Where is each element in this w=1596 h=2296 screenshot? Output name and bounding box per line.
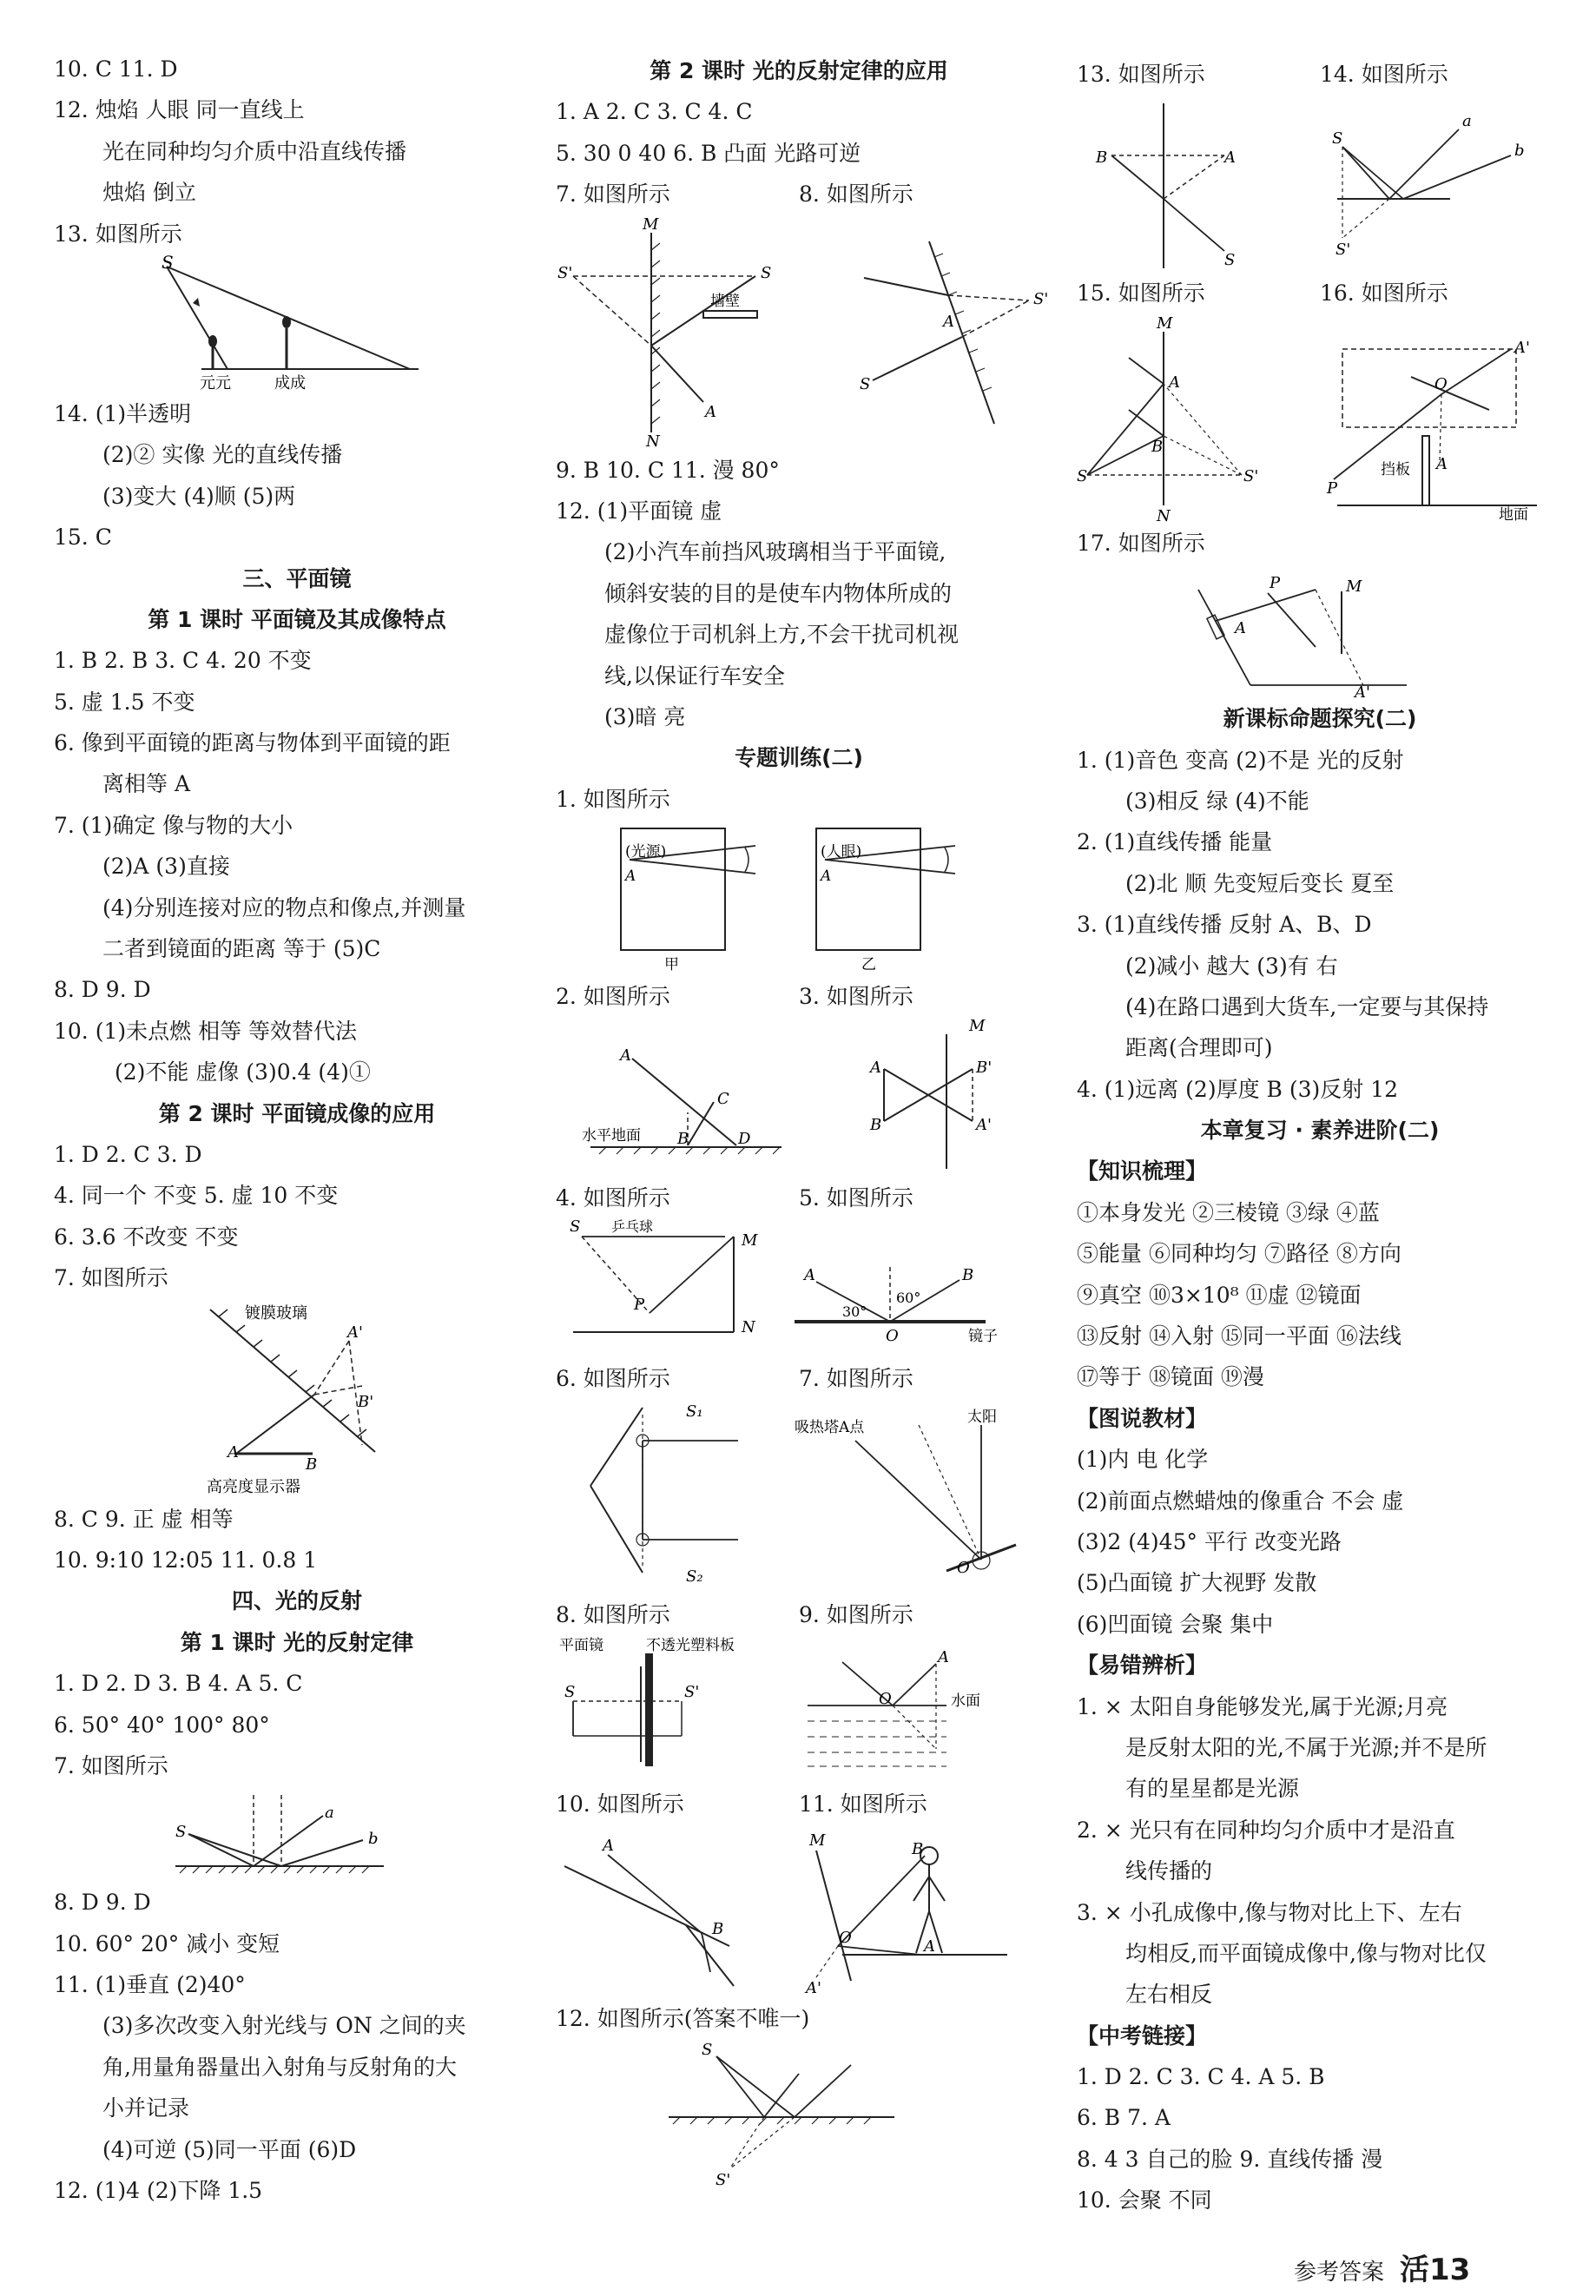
text-line: 1. (1)音色 变高 (2)不是 光的反射 <box>1077 747 1404 773</box>
text-line: 10. 会聚 不同 <box>1077 2187 1212 2214</box>
point-label: D <box>738 1130 751 1149</box>
section-heading: 本章复习 · 素养进阶(二) <box>1200 1118 1440 1144</box>
point-label: A <box>603 1837 614 1856</box>
text-line: 4. 同一个 不变 5. 虚 10 不变 <box>54 1183 339 1209</box>
point-label: B <box>1096 148 1108 168</box>
point-label: A <box>870 1059 881 1078</box>
text-line: 7. 如图所示 <box>54 1752 168 1778</box>
text-line: 3. (1)直线传播 反射 A、B、D <box>1077 912 1372 938</box>
text-line: (6)凹面镜 会聚 集中 <box>1077 1611 1274 1637</box>
text-line: 12. (1)4 (2)下降 1.5 <box>54 2178 263 2204</box>
text-line: (3)相反 绿 (4)不能 <box>1125 788 1309 814</box>
text-line: 5. 虚 1.5 不变 <box>54 689 195 715</box>
point-label: B <box>306 1455 318 1474</box>
point-label: B <box>962 1265 974 1284</box>
text-line: (3)多次改变入射光线与 ON 之间的夹 <box>102 2013 466 2039</box>
point-label: S' <box>716 2171 731 2190</box>
point-label: S₁ <box>686 1402 703 1422</box>
point-label: P <box>1270 574 1281 593</box>
point-label: P <box>1327 478 1338 498</box>
point-label: A <box>1224 148 1236 168</box>
text-line: 10. C 11. D <box>54 56 178 82</box>
text-line: 1. 如图所示 <box>556 786 670 812</box>
column-1 <box>54 49 540 2211</box>
point-label: S' <box>1033 289 1049 308</box>
text-line: 3. 如图所示 <box>799 984 913 1010</box>
point-label: S <box>570 1217 581 1236</box>
figures-6-7 <box>556 1399 1042 1594</box>
section-heading: 四、光的反射 <box>231 1588 362 1614</box>
point-label: B' <box>976 1059 993 1078</box>
text-line: 10. 9:10 12:05 11. 0.8 1 <box>54 1547 318 1573</box>
point-label: B' <box>358 1392 374 1411</box>
text-line: ⑰等于 ⑱镜面 ⑲漫 <box>1077 1364 1264 1390</box>
point-label: M <box>809 1831 826 1851</box>
point-label: S₂ <box>686 1567 703 1587</box>
figure-caption: 乙 <box>861 956 876 974</box>
point-label: S <box>860 374 871 393</box>
figure-label: 镀膜玻璃 <box>245 1303 307 1323</box>
text-line: (4)可逆 (5)同一平面 (6)D <box>102 2136 357 2162</box>
text-line: 11. 如图所示 <box>799 1791 927 1817</box>
section-heading: 专题训练(二) <box>735 745 863 771</box>
text-line: 7. (1)确定 像与物的大小 <box>54 812 293 838</box>
point-label: A <box>1235 619 1246 638</box>
text-line: 8. D 9. D <box>54 1890 151 1916</box>
text-line: 1. B 2. B 3. C 4. 20 不变 <box>54 648 312 674</box>
section-heading: 新课标命题探究(二) <box>1223 706 1417 732</box>
text-line: 13. 如图所示 <box>54 221 182 247</box>
text-line: 1. A 2. C 3. C 4. C <box>556 99 753 125</box>
text-line: 8. D 9. D <box>54 977 151 1003</box>
point-label: O <box>886 1326 899 1345</box>
point-label: S <box>761 263 772 282</box>
point-label: A' <box>976 1116 992 1135</box>
lesson-heading: 第 2 课时 平面镜成像的应用 <box>158 1100 436 1126</box>
figure-label: 太阳 <box>967 1409 997 1427</box>
figure-label: 挡板 <box>1381 460 1410 478</box>
figure-label: 30° <box>842 1303 867 1320</box>
point-label: S <box>702 2041 713 2060</box>
figure-label: 地面 <box>1499 505 1528 524</box>
figure-label: 乒乓球 <box>611 1217 654 1235</box>
text-line: (3)暗 亮 <box>604 703 686 729</box>
lesson-heading: 第 2 课时 光的反射定律的应用 <box>650 58 948 83</box>
text-line: 3. × 小孔成像中,像与物对比上下、左右 <box>1077 1899 1462 1925</box>
point-label: B <box>870 1116 882 1135</box>
text-line: 5. 如图所示 <box>799 1185 913 1211</box>
figures-7-8 <box>556 214 1049 451</box>
text-line: (4)分别连接对应的物点和像点,并测量 <box>102 894 466 920</box>
figure-label: 水平地面 <box>582 1127 641 1145</box>
point-label: M <box>742 1230 758 1250</box>
figure-17 <box>1077 564 1563 703</box>
figure-label: 成成 <box>274 373 306 393</box>
point-label: S' <box>557 263 573 282</box>
figures-15-16 <box>1077 314 1563 523</box>
figure-7-reflection <box>54 1786 540 1882</box>
footer-label: 参考答案 <box>1294 2260 1385 2286</box>
page-footer <box>1294 2246 1470 2288</box>
point-label: N <box>742 1317 755 1336</box>
point-label: O <box>839 1929 852 1948</box>
text-line: 1. D 2. C 3. D <box>54 1141 202 1167</box>
point-label: B <box>912 1840 924 1859</box>
point-label: A <box>620 1046 631 1066</box>
point-label: S' <box>1243 466 1259 485</box>
figure-label: 60° <box>896 1289 921 1306</box>
point-label: M <box>1346 577 1362 597</box>
text-line: 小并记录 <box>102 2095 190 2121</box>
text-line: (2)不能 虚像 (3)0.4 (4)① <box>115 1059 371 1085</box>
text-line: 14. 如图所示 <box>1320 62 1448 87</box>
point-label: S <box>1332 129 1343 148</box>
point-label: B <box>712 1920 724 1939</box>
point-label: M <box>969 1017 986 1036</box>
point-label: S <box>162 251 174 273</box>
point-label: B <box>1151 437 1164 456</box>
figure-label: (光源) <box>625 843 667 861</box>
point-label: N <box>646 432 660 451</box>
point-label: S <box>175 1823 187 1842</box>
text-line: 14. (1)半透明 <box>54 400 192 426</box>
point-label: A <box>625 868 636 886</box>
point-label: O <box>879 1689 892 1708</box>
point-label: S <box>1224 251 1236 270</box>
text-line: (1)内 电 化学 <box>1077 1447 1209 1473</box>
text-line: 12. 烛焰 人眼 同一直线上 <box>54 97 305 123</box>
text-line: 7. 如图所示 <box>556 181 670 208</box>
text-line: ⑤能量 ⑥同种均匀 ⑦路径 ⑧方向 <box>1077 1241 1401 1267</box>
text-line: 6. 50° 40° 100° 80° <box>54 1712 270 1738</box>
text-line: (2)前面点燃蜡烛的像重合 不会 虚 <box>1077 1488 1404 1514</box>
text-line: ⑨真空 ⑩3×10⁸ ⑪虚 ⑫镜面 <box>1077 1282 1362 1308</box>
text-line: 2. × 光只有在同种均匀介质中才是沿直 <box>1077 1817 1455 1843</box>
text-line: 倾斜安装的目的是使车内物体所成的 <box>604 580 953 606</box>
figure-label: 元元 <box>200 373 231 393</box>
text-line: 10. 60° 20° 减小 变短 <box>54 1930 280 1956</box>
text-line: 6. 3.6 不改变 不变 <box>54 1224 239 1250</box>
text-line: 13. 如图所示 <box>1077 62 1205 87</box>
text-line: 虚像位于司机斜上方,不会干扰司机视 <box>604 622 959 648</box>
text-line: 烛焰 倒立 <box>102 180 196 206</box>
text-line: 10. 如图所示 <box>556 1791 684 1817</box>
point-label: A' <box>806 1979 821 1998</box>
text-line: 9. 如图所示 <box>799 1602 913 1628</box>
text-line: (3)变大 (4)顺 (5)两 <box>102 483 296 509</box>
text-line: 是反射太阳的光,不属于光源;并不是所 <box>1125 1734 1487 1760</box>
point-label: A' <box>1514 338 1530 357</box>
text-line: 8. 如图所示 <box>799 181 913 208</box>
point-label: b <box>368 1830 379 1849</box>
point-label: A <box>1436 454 1448 473</box>
text-line: (2)北 顺 先变短后变长 夏至 <box>1125 870 1395 896</box>
text-line: 距离(合理即可) <box>1125 1035 1273 1061</box>
figure-label: 不透光塑料板 <box>646 1636 735 1654</box>
point-label: A <box>228 1442 239 1461</box>
text-line: (2)② 实像 光的直线传播 <box>102 442 343 468</box>
text-line: 角,用量角器量出入射角与反射角的大 <box>102 2054 457 2080</box>
point-label: A <box>943 312 954 331</box>
point-label: S <box>1077 466 1088 485</box>
point-label: M <box>1157 313 1173 333</box>
text-line: 15. C <box>54 525 112 551</box>
text-line: 9. B 10. C 11. 漫 80° <box>556 457 780 483</box>
figure-7-glass <box>54 1299 540 1499</box>
subsection-heading: 【图说教材】 <box>1077 1405 1208 1431</box>
text-line: 6. 像到平面镜的距离与物体到平面镜的距 <box>54 730 451 756</box>
text-line: 7. 如图所示 <box>54 1265 168 1291</box>
point-label: A <box>821 868 832 886</box>
text-line: 4. 如图所示 <box>556 1185 670 1211</box>
point-label: C <box>717 1090 729 1109</box>
text-line: 16. 如图所示 <box>1320 280 1448 307</box>
figures-2-3 <box>556 1017 1042 1178</box>
text-line: (2)减小 越大 (3)有 右 <box>1125 953 1338 979</box>
point-label: A <box>1169 373 1180 392</box>
lesson-heading: 第 1 课时 光的反射定律 <box>180 1629 414 1655</box>
subsection-heading: 【知识梳理】 <box>1077 1158 1208 1184</box>
point-label: a <box>1462 112 1472 131</box>
text-line: 11. (1)垂直 (2)40° <box>54 1972 246 1998</box>
figures-jia-yi <box>556 820 1042 976</box>
text-line: 8. 如图所示 <box>556 1602 670 1628</box>
text-line: ①本身发光 ②三棱镜 ③绿 ④蓝 <box>1077 1199 1380 1225</box>
text-line: 光在同种均匀介质中沿直线传播 <box>102 138 407 164</box>
page-number: 活13 <box>1400 2253 1471 2287</box>
text-line: (3)2 (4)45° 平行 改变光路 <box>1077 1528 1342 1554</box>
figures-13-14 <box>1077 95 1563 273</box>
figure-label: 墙壁 <box>710 292 740 310</box>
figure-13 <box>54 251 540 393</box>
subsection-heading: 【易错辨析】 <box>1077 1653 1208 1679</box>
figure-label: 镜子 <box>968 1327 998 1345</box>
text-line: 1. D 2. D 3. B 4. A 5. C <box>54 1671 303 1697</box>
text-line: 线传播的 <box>1125 1858 1213 1884</box>
point-label: S' <box>1335 241 1351 260</box>
figure-12 <box>556 2039 1042 2191</box>
text-line: 1. D 2. C 3. C 4. A 5. B <box>1077 2064 1325 2090</box>
figure-caption: 甲 <box>664 956 679 974</box>
text-line: 5. 30 0 40 6. B 凸面 光路可逆 <box>556 140 861 166</box>
point-label: b <box>1514 142 1525 161</box>
point-label: M <box>643 214 659 234</box>
figure-label: 平面镜 <box>559 1636 603 1654</box>
point-label: O <box>1434 374 1448 393</box>
text-line: 1. × 太阳自身能够发光,属于光源;月亮 <box>1077 1693 1448 1719</box>
section-heading: 三、平面镜 <box>242 565 352 591</box>
text-line: 7. 如图所示 <box>799 1365 913 1391</box>
text-line: 12. (1)平面镜 虚 <box>556 498 722 524</box>
point-label: A <box>804 1265 815 1284</box>
point-label: S <box>564 1682 576 1701</box>
figures-10-11 <box>556 1824 1042 1998</box>
figures-4-5 <box>556 1219 1042 1358</box>
text-line: (2)小汽车前挡风玻璃相当于平面镜, <box>604 539 946 565</box>
column-3 <box>1077 54 1563 2221</box>
text-line: 12. 如图所示(答案不唯一) <box>556 2006 810 2032</box>
text-line: 15. 如图所示 <box>1077 280 1205 307</box>
text-line: 2. 如图所示 <box>556 984 670 1010</box>
point-label: a <box>325 1804 334 1823</box>
text-line: (5)凸面镜 扩大视野 发散 <box>1077 1570 1317 1596</box>
text-line: (2)A (3)直接 <box>102 854 230 880</box>
text-line: 8. C 9. 正 虚 相等 <box>54 1506 234 1532</box>
text-line: 17. 如图所示 <box>1077 530 1205 556</box>
text-line: 6. 如图所示 <box>556 1365 670 1391</box>
text-line: 2. (1)直线传播 能量 <box>1077 829 1273 855</box>
text-line: 8. 4 3 自己的脸 9. 直线传播 漫 <box>1077 2146 1383 2172</box>
point-label: O <box>957 1559 970 1578</box>
point-label: A <box>938 1647 949 1666</box>
text-line: 线,以保证行车安全 <box>604 663 785 689</box>
point-label: A' <box>1355 683 1370 703</box>
point-label: S' <box>684 1682 700 1701</box>
text-line: 均相反,而平面镜成像中,像与物对比仅 <box>1125 1940 1487 1966</box>
point-label: B <box>677 1130 689 1149</box>
figures-8-9 <box>556 1636 1042 1784</box>
figure-label: (人眼) <box>821 843 862 861</box>
text-line: 有的星星都是光源 <box>1125 1776 1300 1802</box>
text-line: (4)在路口遇到大货车,一定要与其保持 <box>1125 993 1489 1019</box>
figure-label: 高亮度显示器 <box>207 1477 300 1496</box>
column-2 <box>556 50 1049 2191</box>
point-label: A <box>924 1937 935 1956</box>
text-line: 6. B 7. A <box>1077 2105 1171 2131</box>
point-label: A <box>705 402 716 421</box>
point-label: P <box>634 1295 645 1314</box>
text-line: ⑬反射 ⑭入射 ⑮同一平面 ⑯法线 <box>1077 1323 1401 1349</box>
text-line: 离相等 A <box>102 771 191 797</box>
text-line: 二者到镜面的距离 等于 (5)C <box>102 936 381 962</box>
subsection-heading: 【中考链接】 <box>1077 2022 1208 2049</box>
text-line: 10. (1)未点燃 相等 等效替代法 <box>54 1018 358 1044</box>
text-line: 4. (1)远离 (2)厚度 B (3)反射 12 <box>1077 1076 1399 1102</box>
figure-label: 水面 <box>951 1692 980 1710</box>
point-label: A' <box>347 1323 363 1342</box>
figure-label: 吸热塔A点 <box>795 1419 865 1437</box>
point-label: N <box>1157 506 1171 525</box>
lesson-heading: 第 1 课时 平面镜及其成像特点 <box>148 606 446 632</box>
text-line: 左右相反 <box>1125 1982 1213 2008</box>
